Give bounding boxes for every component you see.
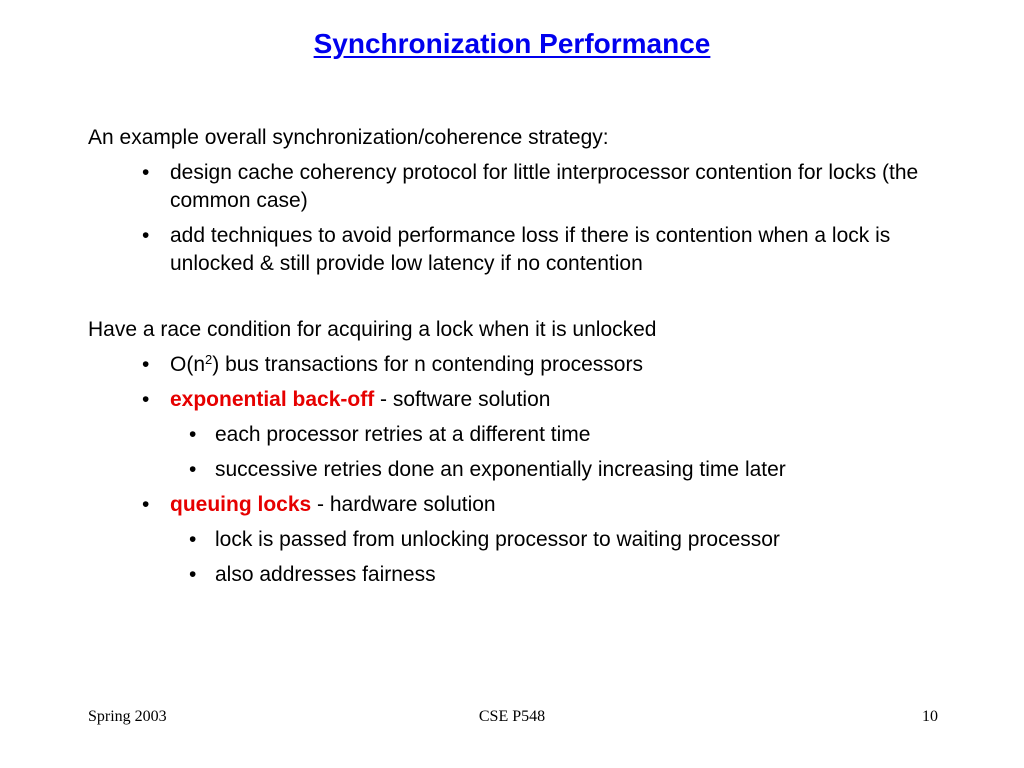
bullet-text: $O(n^2)$ bus transactions for n contending processors [170,352,643,376]
bullet-icon: • [189,423,197,446]
footer-course: CSE P548 [478,708,546,725]
sub-bullet-item [88,456,968,484]
bullet-icon: • [142,161,150,184]
bullet-item [88,222,968,278]
bullet-item [88,386,968,414]
sub-bullet-item [88,561,968,589]
section2-intro: Have a race condition for acquiring a lock when it is unlocked [88,318,657,341]
highlight-term: queuing locks [170,493,312,516]
bullet-icon: • [189,458,197,481]
sub-bullet-item [88,526,968,554]
slide-body [88,124,968,589]
sub-bullet-text: lock is passed from unlocking processor to waiting processor [215,528,780,551]
bullet-icon: • [189,563,197,586]
bullet-item [88,351,968,379]
sub-bullet-item [88,421,968,449]
superscript: 2 [205,352,213,367]
section1-intro: An example overall synchronization/coherence strategy: [88,126,609,149]
bullet-text: queuing locks - hardware solution [170,493,496,516]
bullet-icon: • [142,224,150,247]
bullet-icon: • [142,493,150,516]
highlight-term: exponential back-off [170,388,375,411]
sub-bullet-text: each processor retries at a different time [215,423,591,446]
bullet-text: exponential back-off - software solution [170,388,551,411]
bullet-icon: • [189,528,197,551]
sub-bullet-text: successive retries done an exponentially increasing time later [215,458,786,481]
footer-page-number: 10 [922,708,938,725]
footer-date: Spring 2003 [88,708,167,725]
bullet-text: add techniques to avoid performance loss if there is contention when a lock is unlocked & still provide low latency if no contention [170,224,891,275]
bullet-icon: • [142,353,150,376]
bullet-item [88,491,968,519]
bullet-icon: • [142,388,150,411]
bullet-text: design cache coherency protocol for little interprocessor contention for locks (the common case) [170,161,919,212]
bullet-item [88,159,968,215]
sub-bullet-text: also addresses fairness [215,563,436,586]
slide-title: Synchronization Performance [313,28,711,59]
